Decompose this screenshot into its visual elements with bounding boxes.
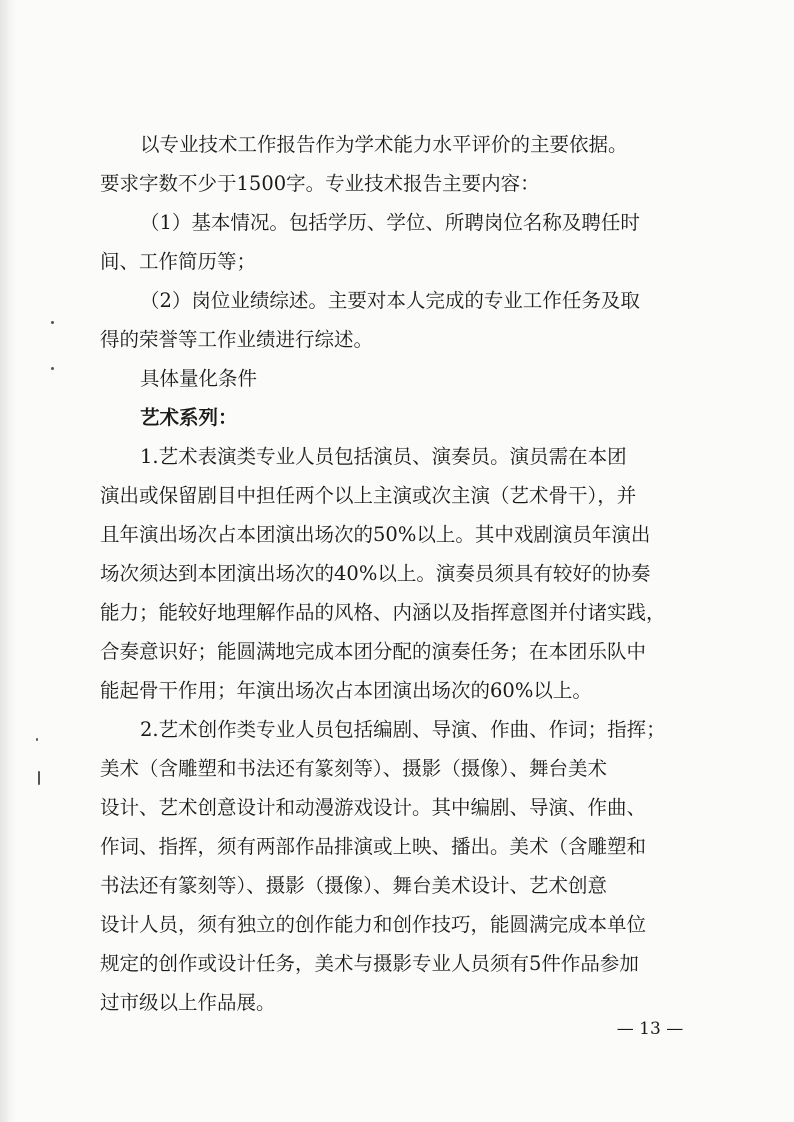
paragraph-line: 规定的创作或设计任务，美术与摄影专业人员须有5件作品参加 [100, 952, 639, 975]
paragraph-line: 设计、艺术创意设计和动漫游戏设计。其中编剧、导演、作曲、 [100, 796, 647, 819]
scan-speck [36, 738, 38, 741]
page-number: — 13 — [616, 1019, 684, 1039]
scan-speck [51, 367, 54, 370]
paragraph-line: 合奏意识好；能圆满地完成本团分配的演奏任务；在本团乐队中 [100, 640, 647, 663]
paragraph-line: 作词、指挥，须有两部作品排演或上映、播出。美术（含雕塑和 [100, 835, 647, 858]
paragraph-line: 场次须达到本团演出场次的40%以上。演奏员须具有较好的协奏 [100, 562, 651, 585]
paragraph-line: （1）基本情况。包括学历、学位、所聘岗位名称及聘任时 [140, 211, 640, 234]
paragraph-line: 设计人员，须有独立的创作能力和创作技巧，能圆满完成本单位 [100, 913, 647, 936]
paragraph-line: 1.艺术表演类专业人员包括演员、演奏员。演员需在本团 [140, 445, 627, 468]
paragraph-line: 书法还有篆刻等）、摄影（摄像）、舞台美术设计、艺术创意 [100, 874, 608, 897]
paragraph-line: （2）岗位业绩综述。主要对本人完成的专业工作任务及取 [140, 289, 640, 312]
scan-edge-shadow [0, 0, 16, 1122]
paragraph-line: 间、工作简历等； [100, 250, 257, 273]
paragraph-line: 演出或保留剧目中担任两个以上主演或次主演（艺术骨干），并 [100, 484, 637, 507]
paragraph-line: 2.艺术创作类专业人员包括编剧、导演、作曲、作词；指挥； [140, 718, 666, 741]
paragraph-line: 得的荣誉等工作业绩进行综述。 [100, 328, 374, 351]
scan-speck [51, 321, 54, 324]
paragraph-line: 以专业技术工作报告作为学术能力水平评价的主要依据。 [140, 133, 628, 156]
paragraph-line: 能起骨干作用；年演出场次占本团演出场次的60%以上。 [100, 679, 592, 702]
series-heading: 艺术系列： [140, 406, 238, 429]
section-heading: 具体量化条件 [140, 367, 258, 390]
paragraph-line: 要求字数不少于1500字。专业技术报告主要内容： [100, 172, 540, 195]
paragraph-line: 过市级以上作品展。 [100, 991, 276, 1014]
paragraph-line: 能力；能较好地理解作品的风格、内涵以及指挥意图并付诸实践， [100, 601, 666, 624]
paragraph-line: 美术（含雕塑和书法还有篆刻等）、摄影（摄像）、舞台美术 [100, 757, 608, 780]
paragraph-line: 且年演出场次占本团演出场次的50%以上。其中戏剧演员年演出 [100, 523, 651, 546]
scan-speck [38, 771, 40, 785]
